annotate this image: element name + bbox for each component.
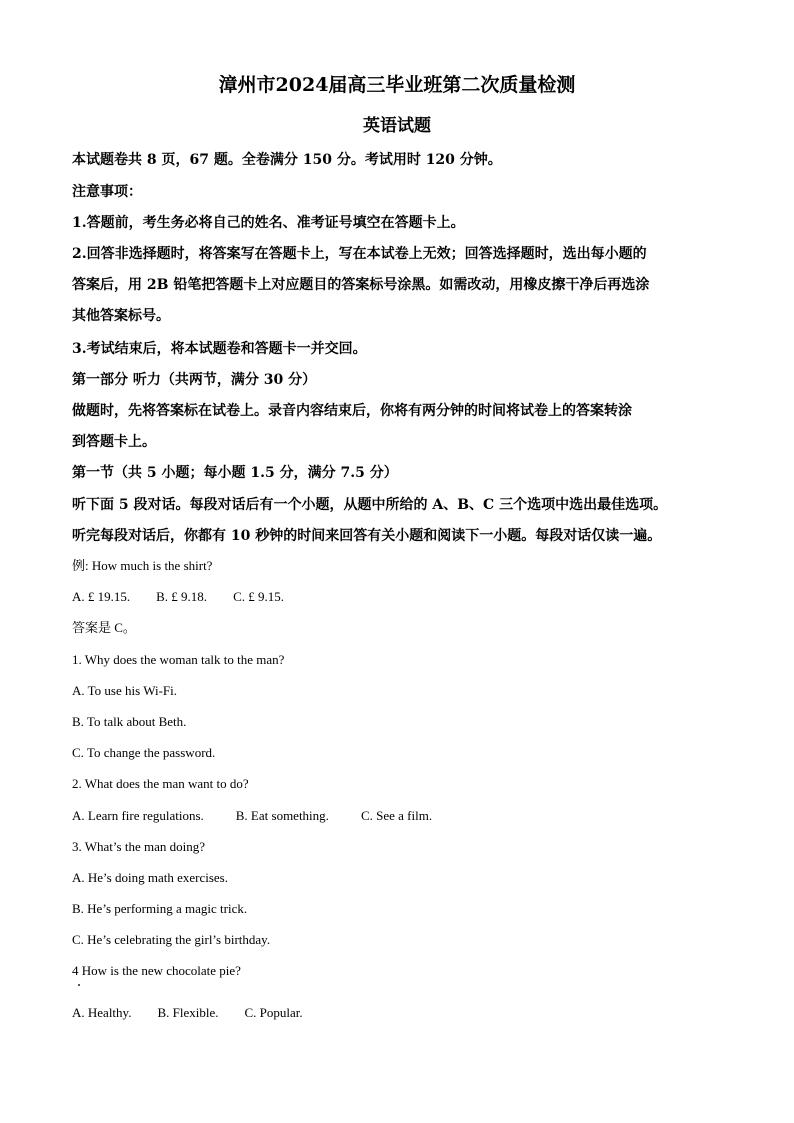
question-3-stem: 3. What’s the man doing? (72, 839, 205, 854)
question-4-stem: 4 How is the new chocolate pie? (72, 963, 241, 978)
section1-instruction-line-2: 听完每段对话后，你都有 10 秒钟的时间来回答有关小题和阅读下一小题。每段对话仅读一遍。 (72, 528, 662, 544)
part1-intro-line-1: 做题时，先将答案标在试卷上。录音内容结束后，你将有两分钟的时间将试卷上的答案转涂 (72, 403, 632, 419)
question-1-option-c: C. To change the password. (72, 745, 216, 760)
example-answer: 答案是 C。 (72, 620, 136, 635)
question-1-option-b: B. To talk about Beth. (72, 714, 187, 729)
part1-intro-line-2: 到答题卡上。 (72, 434, 156, 450)
example-option-b: B. £ 9.18. (156, 589, 208, 604)
example-options (72, 588, 310, 606)
question-4-options (72, 1004, 329, 1022)
notice-heading: 注意事项： (72, 184, 142, 200)
stray-mark (78, 984, 80, 986)
section1-heading: 第一节（共 5 小题；每小题 1.5 分，满分 7.5 分） (72, 465, 398, 481)
example-question: 例: How much is the shirt? (72, 558, 213, 573)
question-2-option-c: C. See a film. (360, 808, 433, 823)
part1-heading: 第一部分 听力（共两节，满分 30 分） (72, 372, 317, 388)
question-4-option-b: B. Flexible. (157, 1005, 219, 1020)
example-option-c: C. £ 9.15. (233, 589, 284, 604)
section1-instruction-line-1: 听下面 5 段对话。每段对话后有一个小题，从题中所给的 A、B、C 三个选项中选出最佳选项。 (72, 497, 668, 513)
question-3-option-c: C. He’s celebrating the girl’s birthday. (72, 932, 271, 947)
subject-title: 英语试题 (363, 116, 431, 136)
question-1-option-a: A. To use his Wi-Fi. (72, 683, 177, 698)
question-4-option-c: C. Popular. (244, 1005, 303, 1020)
question-2-stem: 2. What does the man want to do? (72, 776, 249, 791)
notice-item-2-line-3: 其他答案标号。 (72, 308, 170, 324)
question-4-option-a: A. Healthy. (72, 1005, 132, 1020)
question-1-stem: 1. Why does the woman talk to the man? (72, 652, 285, 667)
exam-title: 漳州市2024届高三毕业班第二次质量检测 (218, 74, 576, 96)
notice-item-3: 3.考试结束后，将本试题卷和答题卡一并交回。 (72, 341, 367, 357)
question-2-option-b: B. Eat something. (235, 808, 329, 823)
example-option-a: A. £ 19.15. (72, 589, 131, 604)
question-3-option-b: B. He’s performing a magic trick. (72, 901, 248, 916)
question-3-option-a: A. He’s doing math exercises. (72, 870, 228, 885)
notice-item-1: 1.答题前，考生务必将自己的姓名、准考证号填空在答题卡上。 (72, 215, 465, 231)
notice-item-2-line-2: 答案后，用 2B 铅笔把答题卡上对应题目的答案标号涂黑。如需改动，用橡皮擦干净后再选涂 (72, 277, 650, 293)
notice-item-2-line-1: 2.回答非选择题时，将答案写在答题卡上，写在本试卷上无效；回答选择题时，选出每小题的 (72, 246, 647, 262)
question-2-option-a: A. Learn fire regulations. (72, 808, 204, 823)
exam-summary: 本试题卷共 8 页，67 题。全卷满分 150 分。考试用时 120 分钟。 (72, 152, 502, 168)
question-2-options (72, 807, 458, 825)
